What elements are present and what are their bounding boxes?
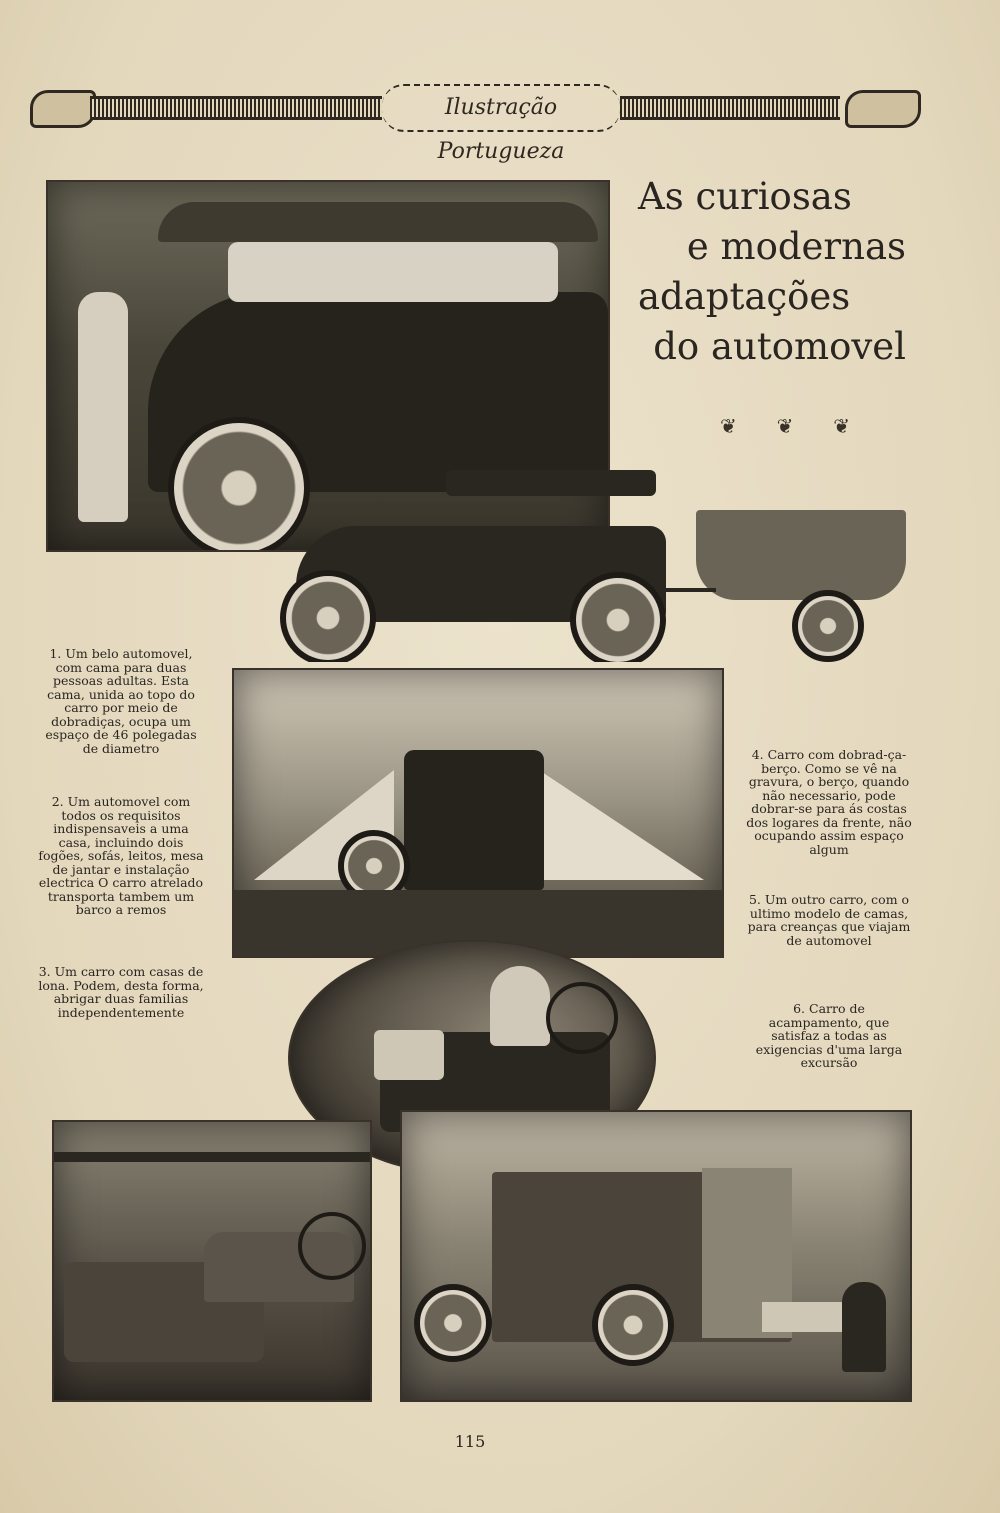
caption-2: 2. Um automovel com todos os requisitos indispensaveis a uma casa, incluindo dois fogões, sofás, leitos, mesa de jantar e instalação electrica O carro atrelado transporta tambem um barco a remos xyxy=(38,794,204,917)
headline-line-3: adaptações xyxy=(638,275,851,318)
headline-ornaments xyxy=(720,414,850,440)
headline-line-2: e modernas xyxy=(686,225,906,268)
page-number: 115 xyxy=(454,1432,486,1451)
fleuron-icon: ❦ xyxy=(833,414,850,438)
fleuron-icon: ❦ xyxy=(720,414,737,438)
masthead-rule-right xyxy=(620,96,840,120)
caption-1: 1. Um belo automovel, com cama para duas pessoas adultas. Esta cama, unida ao topo do carro por meio de dobradiças, ocupa um espaço de 46 polegadas de diametro xyxy=(45,646,197,756)
caption-4: 4. Carro com dobrad-ça-berço. Como se vê na gravura, o berço, quando não necessario, pode dobrar-se para ás costas dos logares da frente, não ocupando assim espaço algum xyxy=(746,747,912,857)
fleuron-icon: ❦ xyxy=(776,414,794,438)
photo-car-with-beds xyxy=(52,1120,372,1402)
photo-car-with-tents xyxy=(232,668,724,958)
photo-camping-car xyxy=(400,1110,912,1402)
masthead-rule-left xyxy=(90,96,382,120)
caption-3: 3. Um carro com casas de lona. Podem, desta forma, abrigar duas familias independentemente xyxy=(38,964,204,1020)
masthead-ornament-right xyxy=(845,90,921,128)
masthead-ornament-left xyxy=(30,90,96,128)
headline-line-1: As curiosas xyxy=(638,175,852,218)
masthead xyxy=(30,82,920,164)
article-headline xyxy=(620,172,910,372)
headline-line-4: do automovel xyxy=(653,325,906,368)
photo-car-with-trailer xyxy=(276,466,906,662)
caption-6: 6. Carro de acampamento, que satisfaz a todas as exigencias d'uma larga excursão xyxy=(755,1001,903,1070)
caption-5: 5. Um outro carro, com o ultimo modelo de camas, para creanças que viajam de automovel xyxy=(747,892,911,948)
masthead-title: Ilustração Portugueza xyxy=(382,84,620,132)
